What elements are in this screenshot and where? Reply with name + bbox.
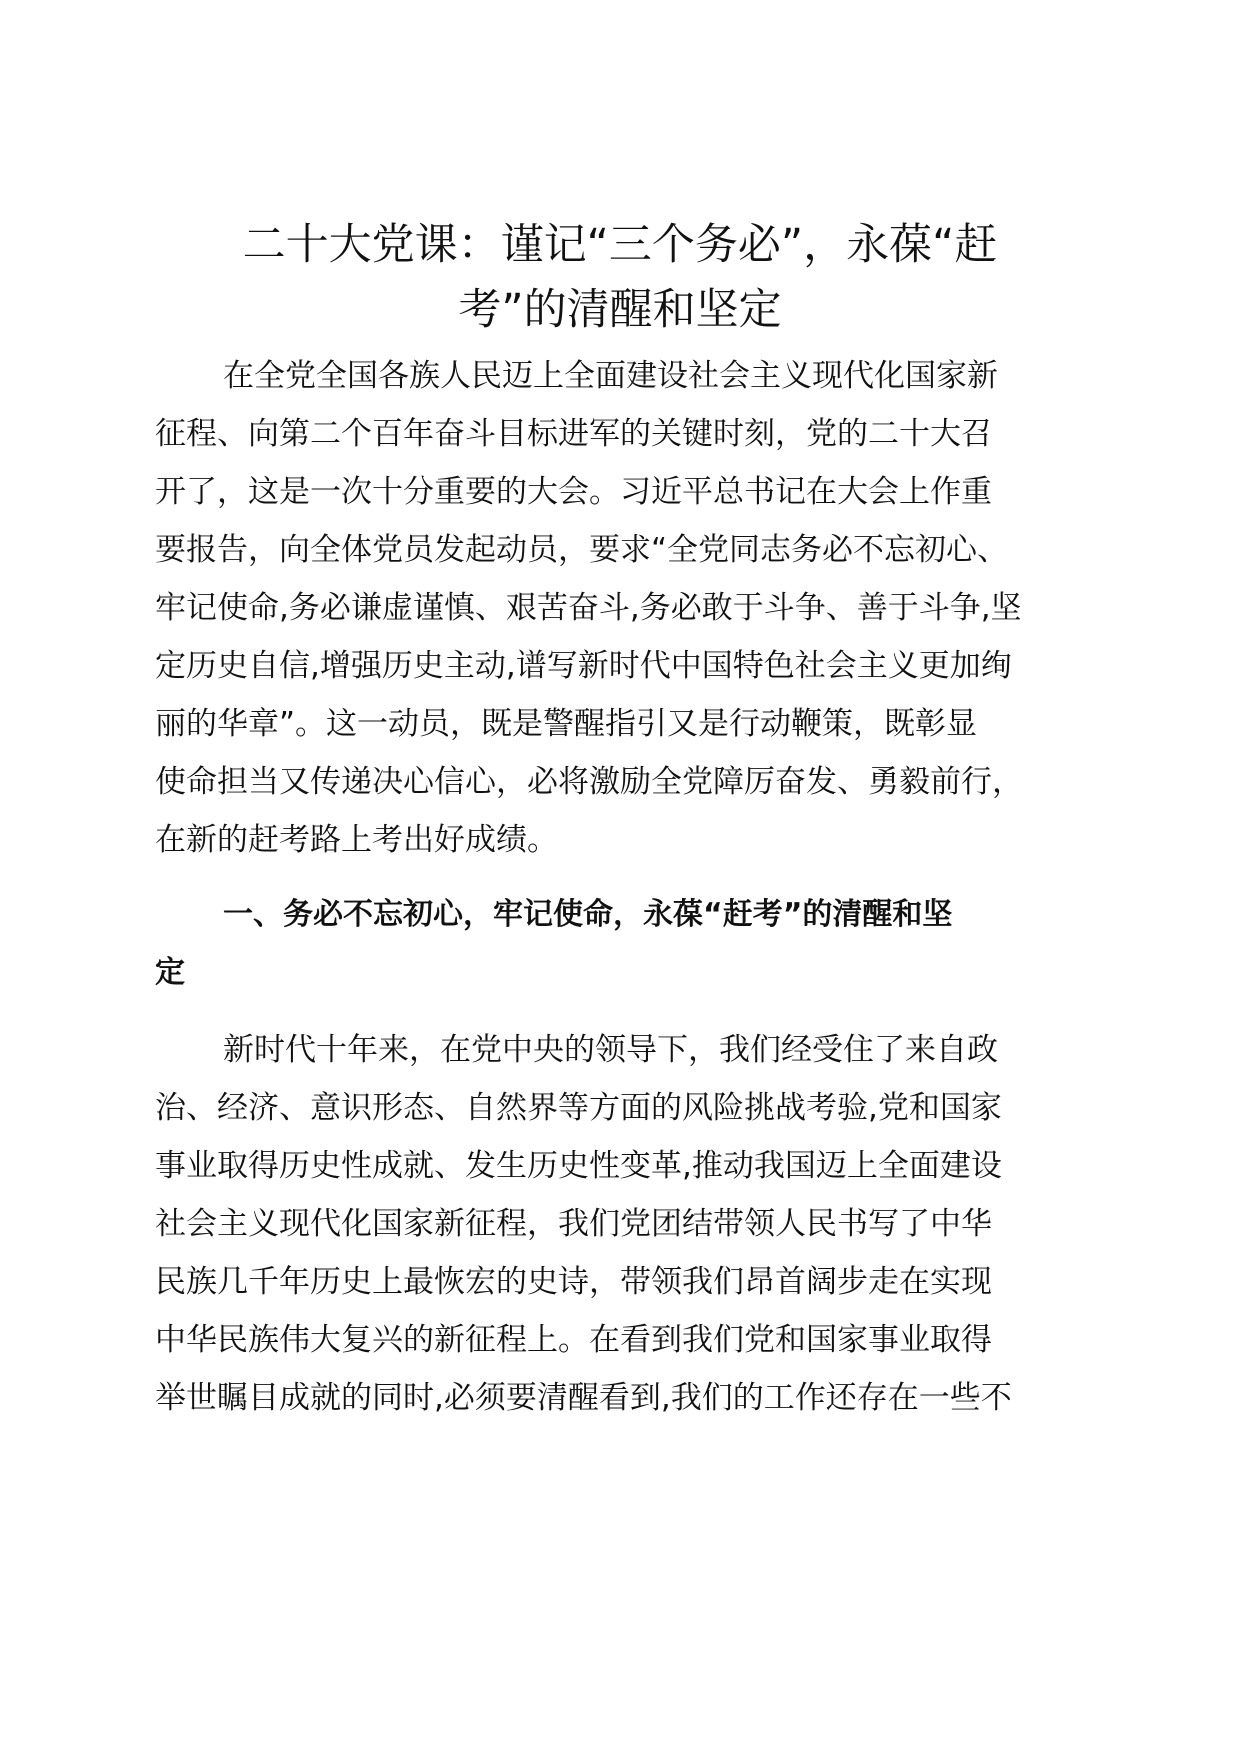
paragraph-1-line: 开了，这是一次十分重要的大会。习近平总书记在大会上作重 bbox=[155, 474, 992, 510]
paragraph-1-line: 牢记使命,务必谦虚谨慎、艰苦奋斗,务必敢于斗争、善于斗争,坚 bbox=[155, 590, 1022, 626]
paragraph-1-line: 在全党全国各族人民迈上全面建设社会主义现代化国家新 bbox=[223, 358, 998, 394]
paragraph-2-line: 中华民族伟大复兴的新征程上。在看到我们党和国家事业取得 bbox=[155, 1322, 992, 1358]
paragraph-1-line: 定历史自信,增强历史主动,谱写新时代中国特色社会主义更加绚 bbox=[155, 648, 1012, 684]
paragraph-2-line: 举世瞩目成就的同时,必须要清醒看到,我们的工作还存在一些不 bbox=[155, 1380, 1012, 1416]
paragraph-1-line: 使命担当又传递决心信心，必将激励全党障厉奋发、勇毅前行， bbox=[155, 764, 1023, 800]
paragraph-2-line: 新时代十年来，在党中央的领导下，我们经受住了来自政 bbox=[223, 1032, 998, 1068]
paragraph-1-line: 丽的华章”。这一动员，既是警醒指引又是行动鞭策，既彰显 bbox=[155, 706, 978, 742]
paragraph-1-line: 征程、向第二个百年奋斗目标进军的关键时刻，党的二十大召 bbox=[155, 416, 992, 452]
section-heading-line: 定 bbox=[155, 955, 185, 990]
document-title-line-1: 二十大党课：谨记“三个务必”，永葆“赶 bbox=[242, 220, 998, 270]
paragraph-1-line: 在新的赶考路上考出好成绩。 bbox=[155, 822, 558, 858]
paragraph-2-line: 民族几千年历史上最恢宏的史诗，带领我们昂首阔步走在实现 bbox=[155, 1264, 992, 1300]
paragraph-2-line: 事业取得历史性成就、发生历史性变革,推动我国迈上全面建设 bbox=[155, 1148, 1002, 1184]
section-heading-line: 一、务必不忘初心，牢记使命，永葆“赶考”的清醒和坚 bbox=[223, 897, 953, 932]
paragraph-2-line: 社会主义现代化国家新征程，我们党团结带领人民书写了中华 bbox=[155, 1206, 992, 1242]
document-title-line-2: 考”的清醒和坚定 bbox=[458, 285, 782, 335]
paragraph-2-line: 治、经济、意识形态、自然界等方面的风险挑战考验,党和国家 bbox=[155, 1090, 1002, 1126]
paragraph-1-line: 要报告，向全体党员发起动员，要求“全党同志务必不忘初心、 bbox=[155, 532, 1009, 568]
